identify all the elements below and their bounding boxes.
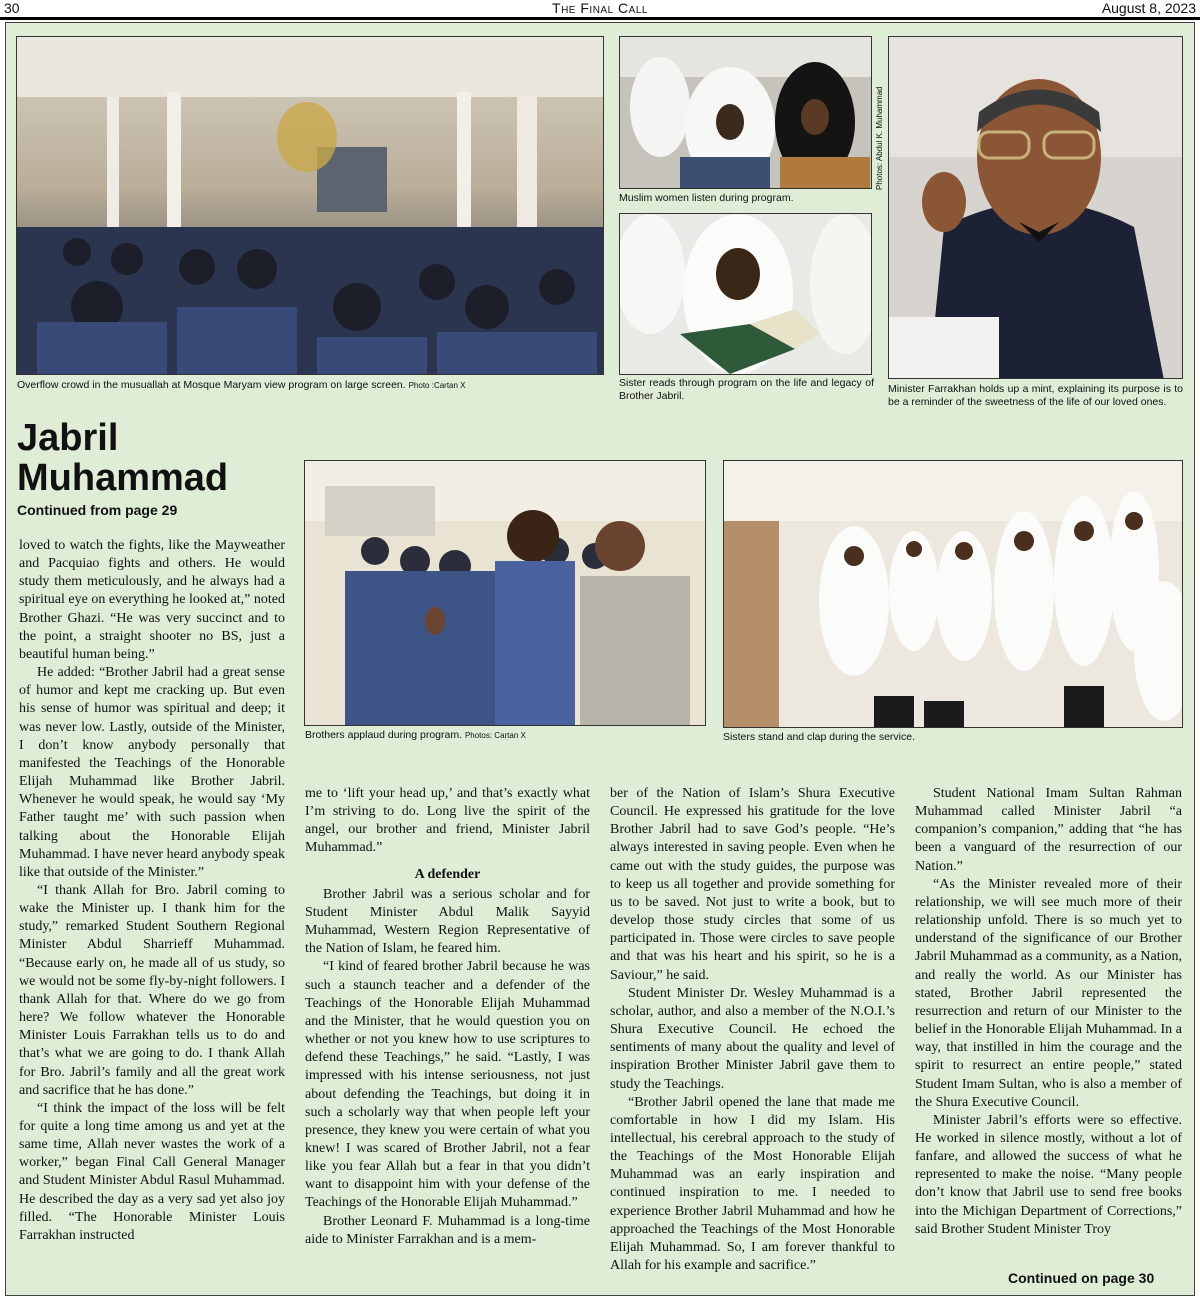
publication-name: The Final Call [552,0,648,16]
article-column-4 [915,785,1182,1239]
paragraph: “Brother Jabril opened the lane that made me comfortable in how I did my Islam. His intellectual, his cerebral approach to the study of the Teachings of the Most Honorable Elijah Muhammad was an early inspiration and continued inspiration to me. I needed to experience Brother Jabril Muhammad and how he approached the Teachings of the Most Honorable Elijah Muhammad. So, I am forever thankful to Allah for his example and sacrifice.” [610,1094,895,1274]
photo-mosque-crowd [16,36,604,375]
photo-credit-vertical: Photos: Abdul K. Muhammad [875,86,884,190]
caption-sister-reads: Sister reads through program on the life and legacy of Brother Jabril. [619,377,874,402]
paragraph: Minister Jabril’s efforts were so effective. He worked in silence mostly, without a lot of fanfare, and allowed the success of what he represented to make the noise. “Many people don’t know that Jabril use to send free books into the Michigan Department of Corrections,” said Brother Student Minister Troy [915,1112,1182,1237]
photo-minister-farrakhan [888,36,1183,379]
header-rule [0,17,1200,20]
issue-date: August 8, 2023 [1101,0,1196,16]
photo-minister-farrakhan-image [889,37,1183,379]
caption-mosque-crowd-text: Overflow crowd in the musuallah at Mosque Maryam view program on large screen. [17,379,406,391]
photo-sisters-clap-image [724,461,1183,728]
continued-from: Continued from page 29 [17,502,178,518]
article-column-1 [19,537,285,1245]
paragraph: “I kind of feared brother Jabril because he was such a staunch teacher and a defender of the Teachings of the Honorable Elijah Muhammad and the Minister, that he would question you on whether or not you knew how to use scriptures to defend these Teachings,” he said. “Lastly, I was impressed with his intense seriousness, not just about defending the Teachings, but doing it in such a scholarly way that when people left your presence, they knew you were certain of what you knew! I was scared of Brother Jabril, not a fear like you fear Allah but a fear in that you didn’t want to disappoint him with your defense of the Teachings of the Honorable Elijah Muhammad.” [305,959,590,1211]
photo-credit: Photo :Cartan X [408,381,466,390]
paragraph: ber of the Nation of Islam’s Shura Executive Council. He expressed his gratitude for the love Brother Jabril had to save God’s people. “He’s always interested in saving people. Even when he came out with the study guides, the purpose was to keep us all together and provide something for us to be saved. Not just to write a book, but to develop those study circles that some of us participated in. Those were circles to save people and that was his heart and his spirit, so he is a Saviour,” he said. [610,786,895,983]
paragraph: Student Minister Dr. Wesley Muhammad is a scholar, author, and also a member of the N.O.I.’s Shura Executive Council. He echoed the sentiments of many about the quality and level of inspiration Brother Minister Jabril gave them to study the Teachings. [610,985,895,1092]
photo-muslim-women [619,36,872,189]
caption-mosque-crowd [17,379,607,392]
paragraph: me to ‘lift your head up,’ and that’s exactly what I’m striving to do. Long live the spirit of the angel, our brother and friend, Minister Jabril Muhammad.” [305,786,590,856]
photo-mosque-crowd-image [17,37,604,375]
continued-on: Continued on page 30 [1008,1270,1155,1286]
caption-sisters-clap: Sisters stand and clap during the service. [723,731,916,743]
article-column-2 [305,785,590,1249]
subhead: A defender [414,866,481,882]
paragraph: “As the Minister revealed more of their relationship, we will see much more of their relationship unfold. There is so much yet to understand of the significance of our Brother Jabril Muhammad as a community, as a Nation, and really the world. As our Minister has stated, Brother Jabril represented the resurrection and return of our Minister to the belief in the Honorable Elijah Muhammad. In a way, that instilled in him the courage and the spirit to resurrect an entire people,” stated Student Imam Sultan, who is also a member of the Shura Executive Council. [915,876,1182,1110]
paragraph: “I thank Allah for Bro. Jabril coming to wake the Minister up. I thank him for the study,” remarked Student Southern Regional Minister Abdul Sharrieff Muhammad. “Because early on, he made all of us study, so we would not be some fly-by-night followers. I thank Allah for that. Where do we go from here? We follow whatever the Honorable Minister Louis Farrakhan tells us to do and that’s what we are going to do. I thank Allah for Bro. Jabril’s family and all the great work and sacrifice that he has done.” [19,882,285,1098]
headline: Jabril Muhammad [17,417,229,499]
paragraph: He added: “Brother Jabril had a great sense of humor and kept me cracking up. But even his sense of humor was spiritual and deep; it was never low. Lastly, outside of the Minister, I don’t know anybody personally that manifested the Teachings of the Honorable Elijah Muhammad like Brother Jabril. Whenever he would speak, he would say ‘My Father taught me’ with such passion when talking about the Honorable Elijah Muhammad. I have never heard anybody speak like that outside of the Minister.” [19,665,285,880]
paragraph: Brother Jabril was a serious scholar and for Student Minister Abdul Malik Sayyid Muhammad, Western Region Representative of the Nation of Islam, he feared him. [305,886,590,957]
paragraph: loved to watch the fights, like the Mayweather and Pacquiao fights and others. He would study them meticulously, and he always had a spiritual eye on everything he looked at,” noted Brother Ghazi. “He was very succinct and to the point, a straight shooter no BS, just a beautiful human being.” [19,538,285,662]
caption-minister-farrakhan: Minister Farrakhan holds up a mint, explaining its purpose is to be a reminder of the sweetness of the life of our loved ones. [888,383,1183,408]
photo-brothers-applaud [304,460,706,726]
paragraph: Student National Imam Sultan Rahman Muhammad called Minister Jabril “a companion’s companion,” adding that “he has been a vanguard of the resurrection of our Nation.” [915,786,1182,874]
paragraph: Brother Leonard F. Muhammad is a long-time aide to Minister Farrakhan and is a mem- [305,1213,590,1247]
photo-muslim-women-image [620,37,872,189]
paragraph: “I think the impact of the loss will be felt for quite a long time among us and yet at the same time, Allah never wastes the work of a worker,” began Final Call General Manager and Student Minister Abdul Rasul Muhammad. He described the day as a very sad yet also joy filled. “The Honorable Minister Louis Farrakhan instructed [19,1100,285,1243]
article-column-3 [610,785,895,1275]
photo-sister-reads-image [620,214,872,375]
photo-credit: Photos: Cartan X [464,731,526,740]
page-header [0,0,1200,17]
caption-muslim-women: Muslim women listen during program. [619,192,794,204]
caption-brothers-applaud-text: Brothers applaud during program. [305,729,463,741]
photo-sister-reads [619,213,872,375]
photo-brothers-applaud-image [305,461,706,726]
photo-sisters-clap [723,460,1183,728]
page-number: 30 [4,0,20,16]
caption-brothers-applaud [305,729,707,742]
